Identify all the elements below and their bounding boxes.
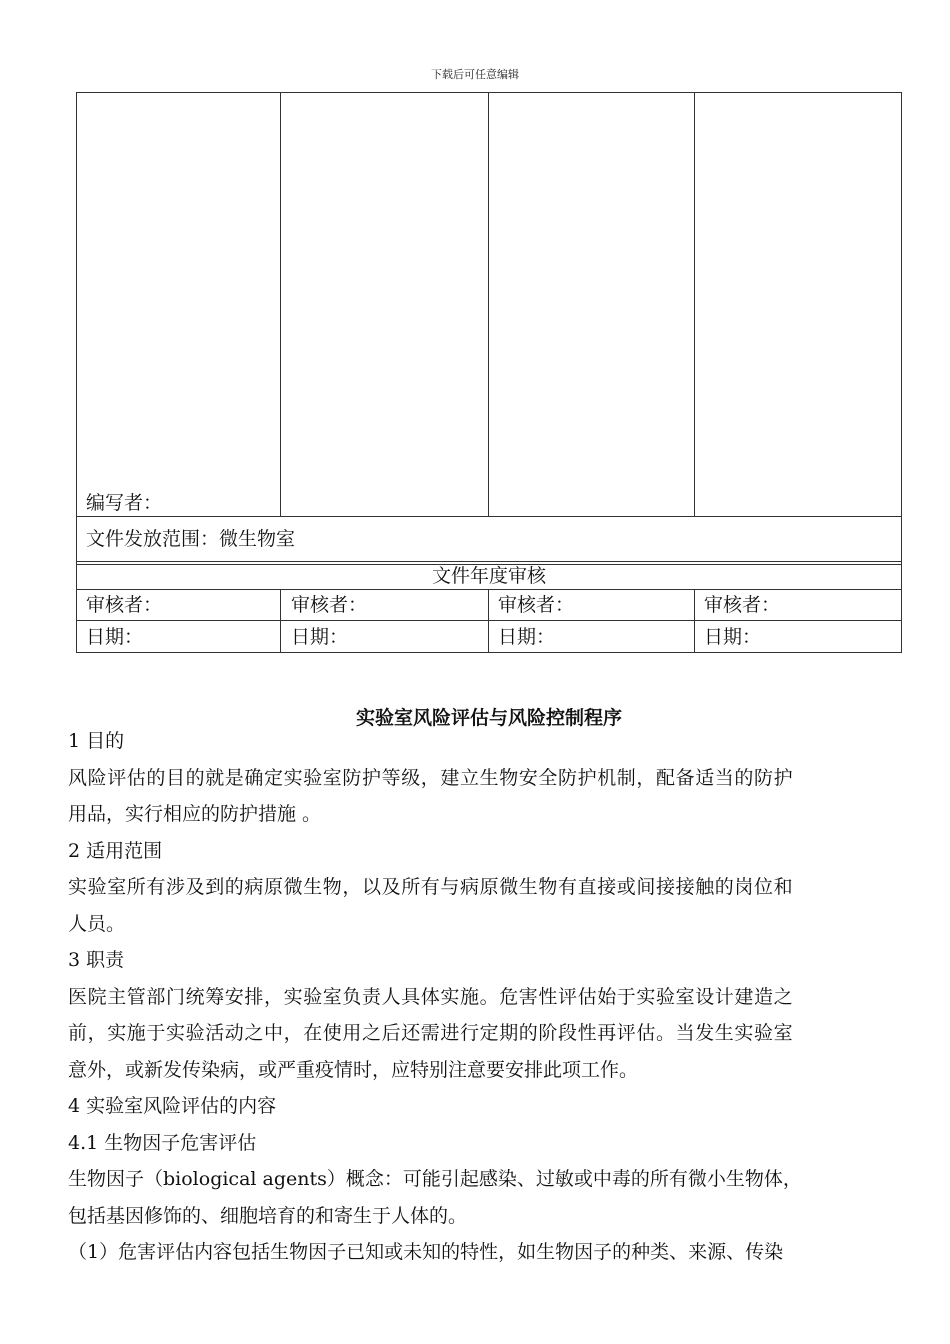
paragraph-line: 用品，实行相应的防护措施 。 <box>68 803 322 825</box>
row-divider <box>76 561 902 562</box>
paragraph-line: 医院主管部门统筹安排，实验室负责人具体实施。危害性评估始于实验室设计建造之 <box>68 985 794 1008</box>
paragraph-line: 包括基因修饰的、细胞培育的和寄生于人体的。 <box>68 1204 468 1227</box>
paragraph-line: 意外，或新发传染病，或严重疫情时，应特别注意要安排此项工作。 <box>68 1058 639 1081</box>
paragraph-line: 生物因子（biological agents）概念：可能引起感染、过敏或中毒的所有微小生物体， <box>68 1168 802 1190</box>
column-divider <box>488 92 489 516</box>
row-divider <box>76 620 902 621</box>
column-divider <box>694 589 695 653</box>
column-divider <box>280 92 281 516</box>
row-divider <box>76 516 902 517</box>
paragraph-line: （1）危害评估内容包括生物因子已知或未知的特性，如生物因子的种类、来源、传染 <box>68 1241 784 1263</box>
column-divider <box>280 589 281 653</box>
document-title: 实验室风险评估与风险控制程序 <box>355 707 622 729</box>
date-label: 日期： <box>704 626 762 648</box>
reviewer-label: 审核者： <box>291 594 368 616</box>
column-divider <box>488 589 489 653</box>
annual-review-title: 文件年度审核 <box>431 565 546 587</box>
section-heading: 1 目的 <box>68 730 125 752</box>
date-label: 日期： <box>291 626 349 648</box>
paragraph-line: 实验室所有涉及到的病原微生物，以及所有与病原微生物有直接或间接接触的岗位和 <box>68 876 794 898</box>
reviewer-label: 审核者： <box>86 594 163 616</box>
section-heading: 2 适用范围 <box>68 839 163 862</box>
column-divider <box>694 92 695 516</box>
document-body <box>68 723 914 1271</box>
section-heading: 4 实验室风险评估的内容 <box>68 1095 277 1117</box>
row-divider <box>76 589 902 590</box>
reviewer-label: 审核者： <box>498 594 575 616</box>
reviewer-label: 审核者： <box>704 594 781 616</box>
author-label: 编写者： <box>86 492 163 514</box>
distribution-label: 文件发放范围：微生物室 <box>86 528 296 550</box>
paragraph-line: 前，实施于实验活动之中，在使用之后还需进行定期的阶段性再评估。当发生实验室 <box>68 1022 794 1044</box>
paragraph-line: 风险评估的目的就是确定实验室防护等级，建立生物安全防护机制，配备适当的防护 <box>68 766 794 789</box>
date-label: 日期： <box>86 626 144 648</box>
paragraph-line: 人员。 <box>68 912 126 935</box>
subsection-heading: 4.1 生物因子危害评估 <box>68 1131 257 1154</box>
header-note: 下载后可任意编辑 <box>431 68 519 81</box>
section-heading: 3 职责 <box>68 949 125 971</box>
date-label: 日期： <box>498 626 556 648</box>
